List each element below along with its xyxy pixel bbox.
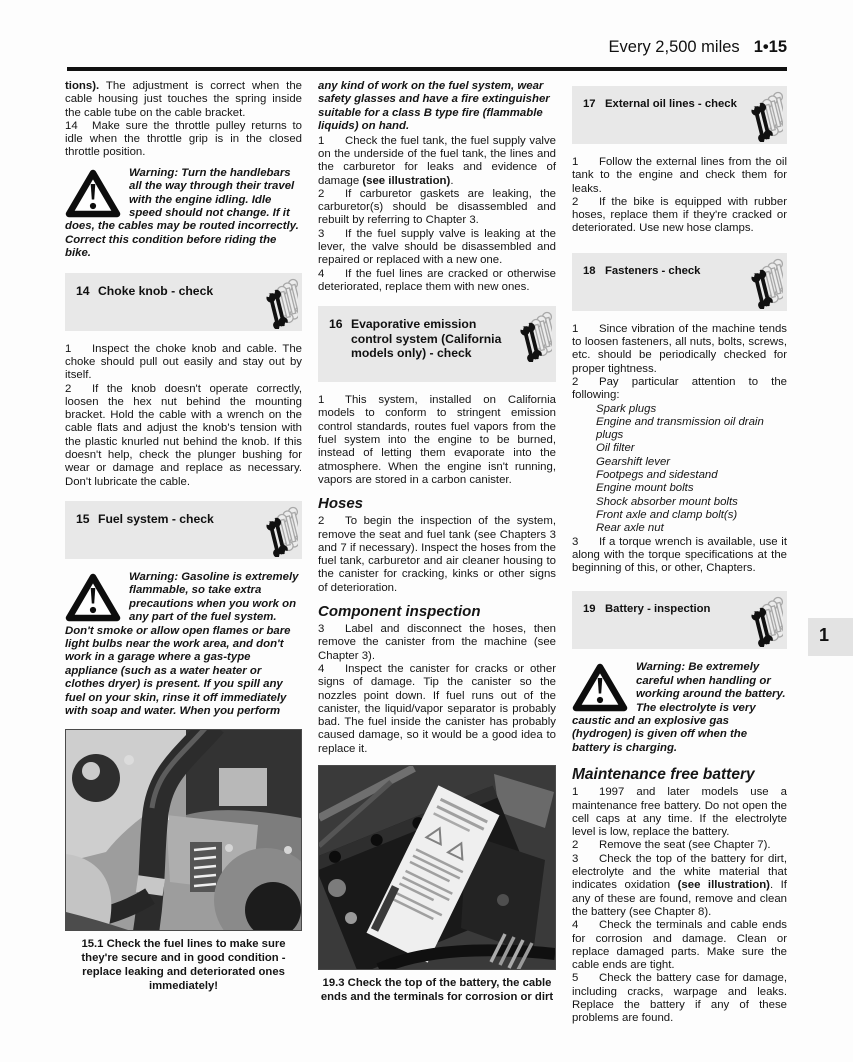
subheading-maintenance-free-battery: Maintenance free battery	[572, 766, 755, 784]
step-paragraph: 2 Pay particular attention to the following:	[572, 375, 787, 402]
section-number: 14	[76, 283, 90, 298]
warning-note-gasoline	[65, 571, 302, 718]
list-item: Oil filter	[596, 442, 635, 455]
list-item: Shock absorber mount bolts	[596, 495, 738, 508]
section-title-text: Fuel system - check	[98, 511, 214, 526]
intro-bold-lead: tions).	[65, 80, 100, 92]
page-header	[67, 38, 787, 57]
step-paragraph: 2 If the knob doesn't operate correctly, loosen the hex nut behind the mounting bracket. Hold the cable with a wrench on the cable flats and adjust the knob's tension with the plastic knurled nut behind the knob. If this doesn't help, check the plunger bushing for wear or damage and replace as necessary. Don't lubricate the cable.	[65, 382, 302, 488]
list-item: Spark plugs	[596, 402, 657, 415]
step-paragraph: 2 If carburetor gaskets are leaking, the carburetor(s) should be disassembled and rebuilt by referring to Chapter 3.	[318, 187, 556, 227]
section-number: 16	[329, 317, 343, 332]
step-paragraph: 2 If the bike is equipped with rubber hoses, replace them if they're cracked or deteriorated. Use new hose clamps.	[572, 195, 787, 235]
chapter-tab	[808, 618, 853, 656]
subheading-component-inspection: Component inspection	[318, 603, 481, 621]
list-item: Engine mount bolts	[596, 482, 694, 495]
photo-battery-top	[318, 765, 556, 970]
section-title-text: Fasteners - check	[605, 264, 701, 277]
list-item: Front axle and clamp bolt(s)	[596, 508, 738, 521]
right-column	[572, 80, 787, 1026]
section-number: 19	[583, 603, 596, 616]
fastener-list	[572, 403, 787, 536]
section-title	[76, 512, 260, 527]
photo-caption-15-1: 15.1 Check the fuel lines to make sure they're secure and in good condition - replace leaking and deteriorated ones immediately!	[81, 938, 286, 993]
header-rule	[67, 67, 787, 71]
intro-text: The adjustment is correct when the cable housing just touches the spring inside the cable tube on the cable bracket.	[65, 80, 302, 119]
section-title-text: External oil lines - check	[605, 98, 737, 110]
warning-text: Warning: Be extremely careful when handling or working around the battery. The electrolyte is very caustic and an explosive gas (hydrogen) is given off when the battery is charging.	[572, 661, 786, 754]
warning-text: Warning: Turn the handlebars all the way through their travel with the engine idling. Idle speed should not change. If it does, the cables may be routed incorrectly. Correct this condition before riding the bike.	[65, 166, 299, 260]
wrench-icons	[516, 309, 552, 362]
step-paragraph: 2 Remove the seat (see Chapter 7).	[572, 839, 771, 852]
step-paragraph: 3 Check the top of the battery for dirt, electrolyte and the white material that indicates oxidation (see illustration). If any of these are found, remove and clean the battery (see Chapter 8).	[572, 852, 787, 918]
step-paragraph: 1 1997 and later models use a maintenance free battery. Do not open the cell caps at any time. If the electrolyte level is low, replace the battery.	[572, 786, 787, 839]
section-title	[583, 602, 745, 617]
warning-triangle-icon	[65, 573, 121, 622]
step-paragraph: 3 If the fuel supply valve is leaking at the lever, the valve should be disassembled and repaired or replaced with a new one.	[318, 227, 556, 267]
step-paragraph: 4 If the fuel lines are cracked or otherwise deteriorated, replace them with new ones.	[318, 267, 556, 293]
subheading-hoses: Hoses	[318, 495, 364, 513]
section-heading-16-evap-system	[318, 306, 556, 382]
section-number: 15	[76, 511, 90, 526]
wrench-icons	[747, 89, 783, 142]
columns	[65, 80, 787, 1026]
chapter-tab-label: 1	[819, 625, 830, 645]
section-number: 17	[583, 98, 596, 110]
section-title	[583, 264, 745, 279]
header-page-number: 1•15	[753, 38, 787, 56]
photo-caption-19-3: 19.3 Check the top of the battery, the cable ends and the terminals for corrosion or dirt	[320, 977, 554, 1004]
section-heading-17-oil-lines	[572, 86, 787, 144]
warning-triangle-icon	[65, 169, 121, 218]
wrench-icons	[747, 594, 783, 647]
section-heading-14-choke-knob	[65, 273, 302, 331]
wrench-icons	[262, 504, 298, 557]
step-paragraph: 2 To begin the inspection of the system, remove the seat and fuel tank (see Chapters 3 and 7 if necessary). Inspect the hoses from the fuel tank, carburetor and air cleaner housing to the canister for cracking, kinks or other signs of deterioration.	[318, 515, 556, 594]
step-paragraph: 1 This system, installed on California models to conform to stringent emission control standards, routes fuel vapors from the fuel system into the engine to be burned, instead of letting them evaporate into the atmosphere. When the engine isn't running, vapors are stored in a carbon canister.	[318, 394, 556, 486]
section-title	[76, 284, 260, 299]
step-paragraph: 3 If a torque wrench is available, use it along with the torque specifications at the beginning of this, or other, Chapters.	[572, 535, 787, 575]
step-paragraph: 1 Follow the external lines from the oil tank to the engine and check them for leaks.	[572, 156, 787, 195]
list-item: Gearshift lever	[596, 455, 671, 468]
header-interval: Every 2,500 miles	[608, 38, 740, 56]
step-paragraph: 1 Inspect the choke knob and cable. The choke should pull out easily and stay out by itself.	[65, 342, 302, 382]
list-item: Engine and transmission oil drain plugs	[596, 415, 764, 442]
step-paragraph-14: 14 Make sure the throttle pulley returns to idle when the throttle grip is in the closed throttle position.	[65, 119, 302, 159]
step-paragraph: 4 Inspect the canister for cracks or other signs of damage. Tip the canister so the nozzles point down. If fuel runs out of the canister, the liquid/vapor separator is probably bad. The fuel inside the canister has probably caused damage, so it would be a good idea to replace it.	[318, 662, 556, 755]
list-item: Footpegs and sidestand	[596, 469, 718, 482]
step-paragraph: 1 Since vibration of the machine tends to loosen fasteners, all nuts, bolts, screws, etc. should be periodically checked for proper tightness.	[572, 322, 787, 375]
section-title-text: Battery - inspection	[605, 603, 711, 616]
list-item: Rear axle nut	[596, 522, 664, 535]
step-paragraph: 3 Label and disconnect the hoses, then remove the canister from the machine (see Chapter 3).	[318, 623, 556, 662]
warning-note-battery	[572, 661, 787, 755]
warning-continuation-text: any kind of work on the fuel system, wear safety glasses and have a fire extinguisher suitable for a class B type fire (flammable liquids) on hand.	[318, 80, 550, 133]
section-title-text: Choke knob - check	[98, 283, 214, 298]
middle-column	[318, 80, 556, 1026]
warning-triangle-icon	[572, 663, 628, 712]
step-paragraph: 4 Check the terminals and cable ends for corrosion and damage. Clean or replace damaged parts. Make sure the cable ends are tight.	[572, 919, 787, 972]
section-number: 18	[583, 264, 596, 277]
wrench-icons	[262, 276, 298, 329]
warning-text: Warning: Gasoline is extremely flammable, so take extra precautions when you work on any part of the fuel system. Don't smoke or allow open flames or bare light bulbs near the work area, and don't work in a garage where a gas-type appliance (such as a water heater or clothes dryer) is present. If you spill any fuel on your skin, rinse it off immediately with soap and water. When you perform	[65, 570, 299, 717]
section-title	[583, 97, 745, 112]
wrench-icons	[747, 256, 783, 309]
warning-note-throttle	[65, 167, 302, 261]
section-heading-18-fasteners	[572, 253, 787, 311]
step-paragraph: 1 Check the fuel tank, the fuel supply valve on the underside of the fuel tank, the lines and the carburetor for leaks and evidence of damage (see illustration).	[318, 134, 556, 187]
section-heading-19-battery	[572, 591, 787, 649]
left-column	[65, 80, 302, 1026]
photo-fuel-lines	[65, 729, 302, 931]
paragraph-intro	[65, 80, 302, 120]
section-title	[329, 317, 514, 361]
step-paragraph: 5 Check the battery case for damage, including cracks, warpage and leaks. Replace the battery if any of these problems are found.	[572, 972, 787, 1025]
section-heading-15-fuel-system	[65, 501, 302, 559]
section-title-text: Evaporative emission control system (California models only) - check	[351, 317, 502, 361]
